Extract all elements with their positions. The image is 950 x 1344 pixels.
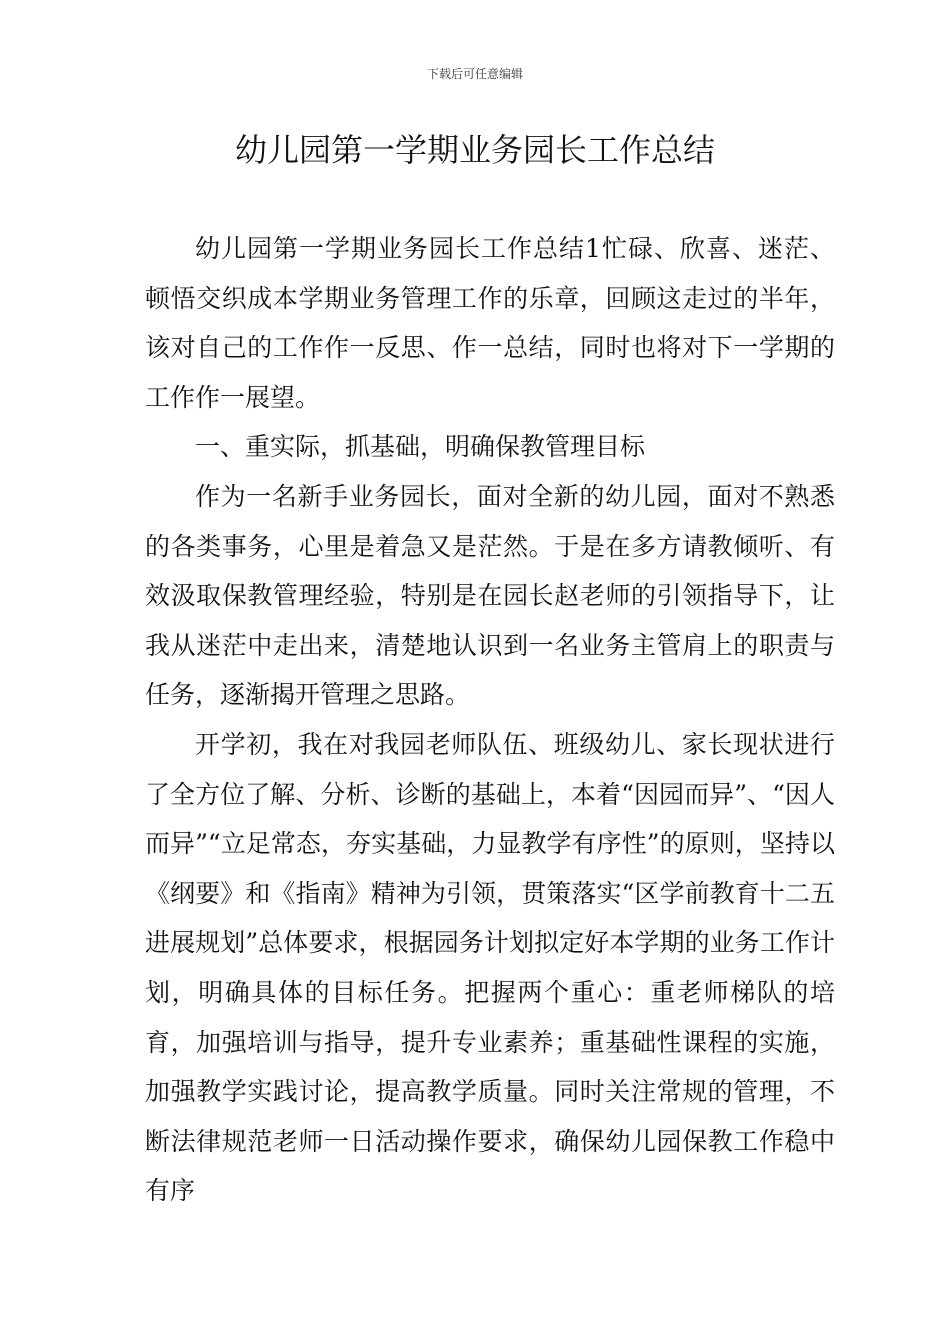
document-body (145, 224, 835, 1216)
section-heading-1: 一、重实际，抓基础，明确保教管理目标 (195, 432, 646, 462)
paragraph-semester-start: 开学初，我在对我园老师队伍、班级幼儿、家长现状进行了全方位了解、分析、诊断的基础上，本着“因园而异”、“因人而异”“立足常态，夯实基础，力显教学有序性”的原则，坚持以《纲要》和《指南》精神为引领，贯策落实“区学前教育十二五进展规划”总体要求，根据园务计划拟定好本学期的业务工作计划，明确具体的目标任务。把握两个重心：重老师梯队的培育，加强培训与指导，提升专业素养；重基础性课程的实施，加强教学实践讨论，提高教学质量。同时关注常规的管理，不断法律规范老师一日活动操作要求，确保幼儿园保教工作稳中有序 (145, 729, 835, 1206)
paragraph-new-director: 作为一名新手业务园长，面对全新的幼儿园，面对不熟悉的各类事务，心里是着急又是茫然。于是在多方请教倾听、有效汲取保教管理经验，特别是在园长赵老师的引领指导下，让我从迷茫中走出来，清楚地认识到一名业务主管肩上的职责与任务，逐渐揭开管理之思路。 (145, 481, 835, 710)
header-note: 下载后可任意编辑 (426, 67, 523, 81)
document-title: 幼儿园第一学期业务园长工作总结 (234, 131, 715, 169)
paragraph-intro: 幼儿园第一学期业务园长工作总结1忙碌、欣喜、迷茫、顿悟交织成本学期业务管理工作的乐章，回顾这走过的半年，该对自己的工作作一反思、作一总结，同时也将对下一学期的工作作一展望。 (145, 234, 835, 412)
